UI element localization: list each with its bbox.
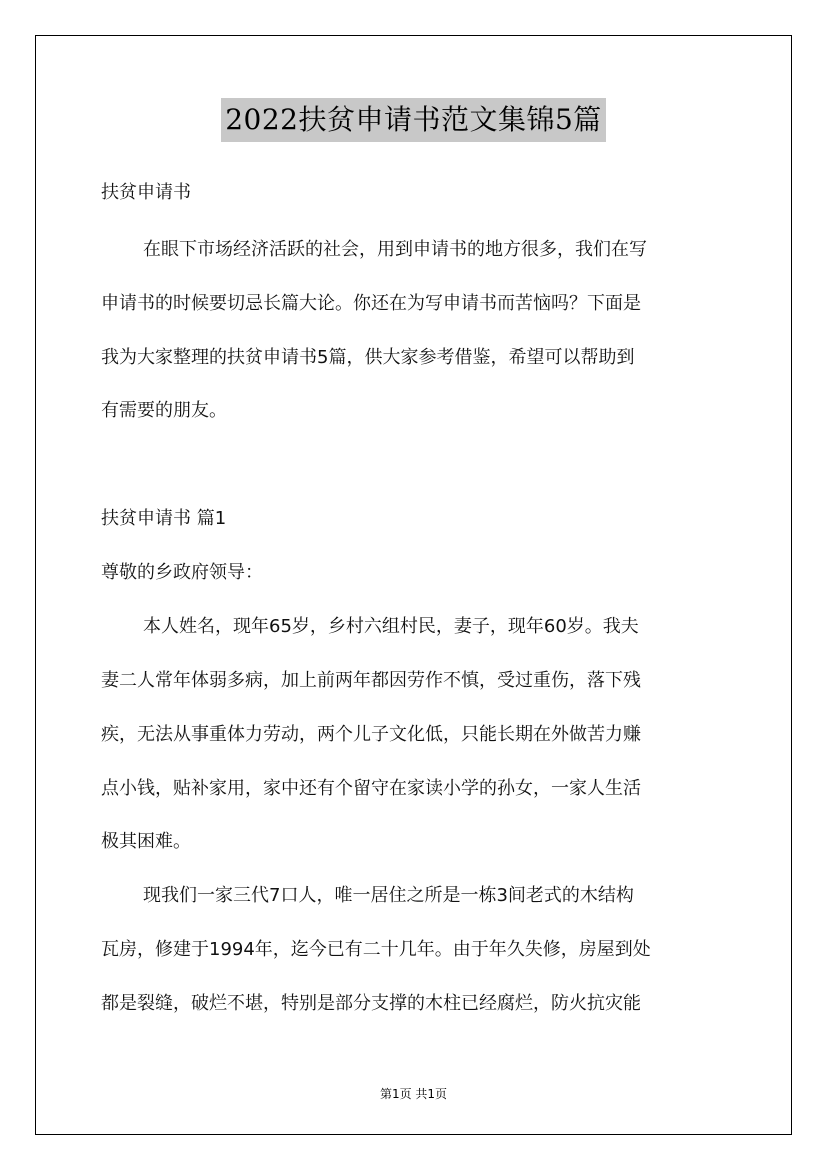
para1-line: 点小钱，贴补家用，家中还有个留守在家读小学的孙女，一家人生活	[101, 778, 641, 799]
salutation: 尊敬的乡政府领导：	[101, 562, 263, 583]
para2-line: 瓦房，修建于1994年，迄今已有二十几年。由于年久失修，房屋到处	[101, 939, 651, 960]
para2-line: 现我们一家三代7口人，唯一居住之所是一栋3间老式的木结构	[143, 885, 634, 906]
section-heading: 扶贫申请书 篇1	[101, 508, 227, 529]
para1-line: 极其困难。	[101, 831, 191, 852]
para1-line: 疾，无法从事重体力劳动，两个儿子文化低，只能长期在外做苦力赚	[101, 724, 641, 745]
para1-line: 本人姓名，现年65岁，乡村六组村民，妻子，现年60岁。我夫	[143, 616, 639, 637]
document-title: 2022扶贫申请书范文集锦5篇	[221, 98, 606, 142]
intro-line: 在眼下市场经济活跃的社会，用到申请书的地方很多，我们在写	[143, 239, 647, 260]
intro-line: 申请书的时候要切忌长篇大论。你还在为写申请书而苦恼吗？下面是	[101, 293, 641, 314]
intro-heading: 扶贫申请书	[101, 182, 191, 203]
title-wrap	[0, 98, 827, 142]
page-footer: 第1页 共1页	[379, 1087, 448, 1101]
intro-line: 有需要的朋友。	[101, 400, 227, 421]
para1-line: 妻二人常年体弱多病，加上前两年都因劳作不慎，受过重伤，落下残	[101, 670, 641, 691]
intro-line: 我为大家整理的扶贫申请书5篇，供大家参考借鉴，希望可以帮助到	[101, 347, 635, 368]
para2-line: 都是裂缝，破烂不堪，特别是部分支撑的木柱已经腐烂，防火抗灾能	[101, 993, 641, 1014]
